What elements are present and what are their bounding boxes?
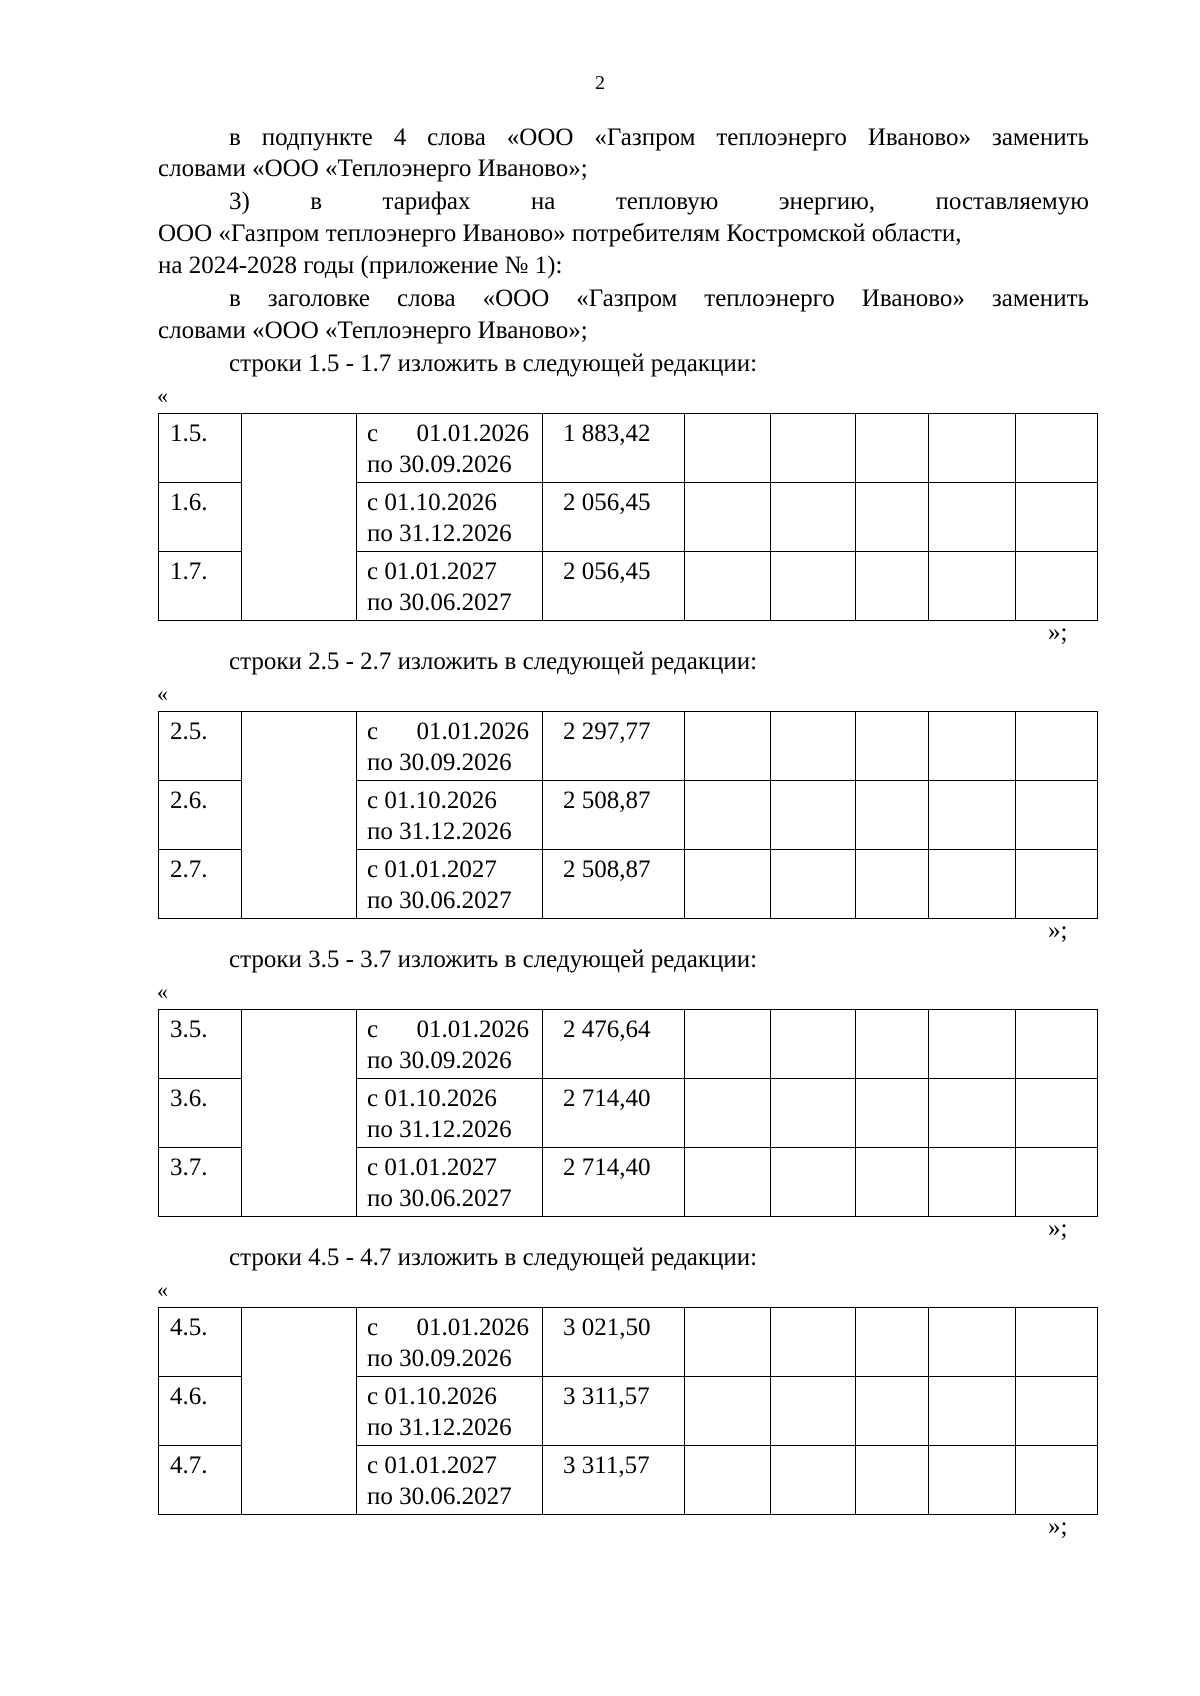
open-quote: «: [157, 979, 168, 1004]
tariff-value: 2 056,45: [543, 552, 685, 621]
row-number: 3.6.: [159, 1079, 242, 1148]
row-number: 4.6.: [159, 1377, 242, 1446]
tariff-value: 2 508,87: [543, 781, 685, 850]
empty-cell: [685, 414, 771, 483]
empty-cell: [929, 1010, 1016, 1079]
empty-cell: [771, 483, 856, 552]
table-row: [159, 1010, 1098, 1079]
period-cell: с 01.01.2026 по 30.09.2026: [357, 414, 543, 483]
empty-cell: [771, 712, 856, 781]
empty-cell: [685, 712, 771, 781]
tariff-value: 2 714,40: [543, 1079, 685, 1148]
empty-cell: [856, 712, 929, 781]
empty-merged-cell: [242, 1010, 357, 1217]
empty-cell: [1016, 1010, 1098, 1079]
period-cell: с 01.01.2027 по 30.06.2027: [357, 1148, 543, 1217]
intro-line-4: ООО «Газпром теплоэнерго Иваново» потребителям Костромской области,: [158, 220, 962, 247]
word: теплоэнерго: [716, 124, 847, 151]
empty-cell: [1016, 1377, 1098, 1446]
close-quote: »;: [1048, 1513, 1068, 1540]
empty-cell: [685, 483, 771, 552]
open-quote: «: [157, 1277, 168, 1302]
empty-cell: [856, 414, 929, 483]
period-cell: с 01.10.2026 по 31.12.2026: [357, 781, 543, 850]
empty-cell: [685, 850, 771, 919]
period-cell: с 01.10.2026 по 31.12.2026: [357, 1079, 543, 1148]
period-cell: с 01.01.2026 по 30.09.2026: [357, 1010, 543, 1079]
word: поставляемую: [935, 188, 1089, 215]
tariff-value: 2 476,64: [543, 1010, 685, 1079]
empty-merged-cell: [242, 1308, 357, 1515]
intro-line-7: словами «ООО «Теплоэнерго Иваново»;: [158, 317, 588, 344]
table-row: [159, 712, 1098, 781]
intro-line-6: [229, 284, 1089, 314]
empty-cell: [771, 1446, 856, 1515]
empty-cell: [1016, 1446, 1098, 1515]
block-heading: строки 3.5 - 3.7 изложить в следующей редакции:: [229, 946, 758, 973]
empty-merged-cell: [242, 414, 357, 621]
empty-cell: [771, 1377, 856, 1446]
row-number: 4.5.: [159, 1308, 242, 1377]
row-number: 2.7.: [159, 850, 242, 919]
empty-cell: [685, 1308, 771, 1377]
row-number: 3.7.: [159, 1148, 242, 1217]
row-number: 1.5.: [159, 414, 242, 483]
word: заменить: [991, 285, 1089, 312]
empty-cell: [771, 552, 856, 621]
close-quote: »;: [1048, 619, 1068, 646]
word: тарифах: [382, 188, 471, 215]
empty-cell: [856, 781, 929, 850]
empty-cell: [1016, 712, 1098, 781]
empty-cell: [929, 781, 1016, 850]
word: «ООО: [482, 285, 550, 312]
word: «ООО: [506, 124, 574, 151]
word: подпункте: [261, 124, 373, 151]
word: «Газпром: [576, 285, 678, 312]
empty-cell: [685, 1079, 771, 1148]
open-quote: «: [157, 681, 168, 706]
word: тепловую: [615, 188, 719, 215]
empty-cell: [1016, 781, 1098, 850]
empty-cell: [771, 414, 856, 483]
page-number: 2: [595, 72, 605, 94]
word: в: [229, 124, 241, 151]
tariff-value: 2 508,87: [543, 850, 685, 919]
period-cell: с 01.01.2027 по 30.06.2027: [357, 552, 543, 621]
tariff-table: [158, 413, 1098, 621]
period-cell: с 01.01.2027 по 30.06.2027: [357, 850, 543, 919]
empty-cell: [771, 1010, 856, 1079]
word: слова: [427, 124, 486, 151]
empty-cell: [929, 1079, 1016, 1148]
period-cell: с 01.10.2026 по 31.12.2026: [357, 1377, 543, 1446]
word: теплоэнерго: [704, 285, 835, 312]
empty-cell: [856, 1079, 929, 1148]
empty-cell: [1016, 850, 1098, 919]
word: энергию,: [778, 188, 876, 215]
empty-cell: [771, 1308, 856, 1377]
table-row: [159, 414, 1098, 483]
empty-cell: [929, 483, 1016, 552]
empty-cell: [856, 1010, 929, 1079]
empty-cell: [929, 712, 1016, 781]
empty-cell: [771, 781, 856, 850]
period-cell: с 01.01.2027 по 30.06.2027: [357, 1446, 543, 1515]
row-number: 4.7.: [159, 1446, 242, 1515]
period-cell: с 01.01.2026 по 30.09.2026: [357, 712, 543, 781]
empty-cell: [685, 781, 771, 850]
empty-cell: [856, 1148, 929, 1217]
word: Иваново»: [867, 124, 971, 151]
period-cell: с 01.10.2026 по 31.12.2026: [357, 483, 543, 552]
row-number: 2.6.: [159, 781, 242, 850]
tariff-value: 3 021,50: [543, 1308, 685, 1377]
tariff-table: [158, 711, 1098, 919]
period-cell: с 01.01.2026 по 30.09.2026: [357, 1308, 543, 1377]
empty-cell: [929, 552, 1016, 621]
open-quote: «: [157, 383, 168, 408]
empty-cell: [1016, 1148, 1098, 1217]
empty-cell: [771, 1079, 856, 1148]
empty-cell: [685, 1148, 771, 1217]
tariff-value: 2 714,40: [543, 1148, 685, 1217]
empty-cell: [1016, 414, 1098, 483]
tariff-value: 2 056,45: [543, 483, 685, 552]
empty-cell: [771, 850, 856, 919]
empty-cell: [929, 1446, 1016, 1515]
intro-line-2: словами «ООО «Теплоэнерго Иваново»;: [158, 155, 588, 182]
block-heading: строки 1.5 - 1.7 изложить в следующей редакции:: [229, 350, 758, 377]
close-quote: »;: [1048, 1215, 1068, 1242]
empty-cell: [1016, 1308, 1098, 1377]
word: слова: [396, 285, 456, 312]
empty-merged-cell: [242, 712, 357, 919]
empty-cell: [929, 414, 1016, 483]
empty-cell: [929, 1308, 1016, 1377]
empty-cell: [685, 1446, 771, 1515]
tariff-value: 3 311,57: [543, 1377, 685, 1446]
word: в: [310, 188, 323, 215]
block-heading: строки 4.5 - 4.7 изложить в следующей редакции:: [229, 1244, 758, 1271]
row-number: 1.7.: [159, 552, 242, 621]
empty-cell: [929, 1377, 1016, 1446]
table-row: [159, 1308, 1098, 1377]
empty-cell: [856, 1308, 929, 1377]
empty-cell: [929, 1148, 1016, 1217]
empty-cell: [685, 552, 771, 621]
row-number: 3.5.: [159, 1010, 242, 1079]
word: заголовке: [267, 285, 370, 312]
tariff-value: 3 311,57: [543, 1446, 685, 1515]
tariff-table: [158, 1307, 1098, 1515]
empty-cell: [771, 1148, 856, 1217]
empty-cell: [685, 1377, 771, 1446]
intro-line-3: [229, 187, 1089, 217]
word: заменить: [991, 124, 1089, 151]
empty-cell: [856, 1446, 929, 1515]
row-number: 2.5.: [159, 712, 242, 781]
word: на: [530, 188, 556, 215]
tariff-value: 2 297,77: [543, 712, 685, 781]
empty-cell: [856, 850, 929, 919]
word: в: [229, 285, 241, 312]
intro-line-1: [229, 123, 1089, 153]
word: 4: [393, 124, 407, 151]
empty-cell: [856, 1377, 929, 1446]
empty-cell: [1016, 552, 1098, 621]
block-heading: строки 2.5 - 2.7 изложить в следующей редакции:: [229, 648, 758, 675]
empty-cell: [856, 483, 929, 552]
empty-cell: [1016, 483, 1098, 552]
empty-cell: [929, 850, 1016, 919]
intro-line-5: на 2024-2028 годы (приложение № 1):: [158, 252, 563, 279]
word: 3): [229, 188, 250, 215]
row-number: 1.6.: [159, 483, 242, 552]
tariff-value: 1 883,42: [543, 414, 685, 483]
empty-cell: [685, 1010, 771, 1079]
empty-cell: [1016, 1079, 1098, 1148]
word: Иваново»: [861, 285, 965, 312]
empty-cell: [856, 552, 929, 621]
close-quote: »;: [1048, 917, 1068, 944]
tariff-table: [158, 1009, 1098, 1217]
word: «Газпром: [594, 124, 696, 151]
